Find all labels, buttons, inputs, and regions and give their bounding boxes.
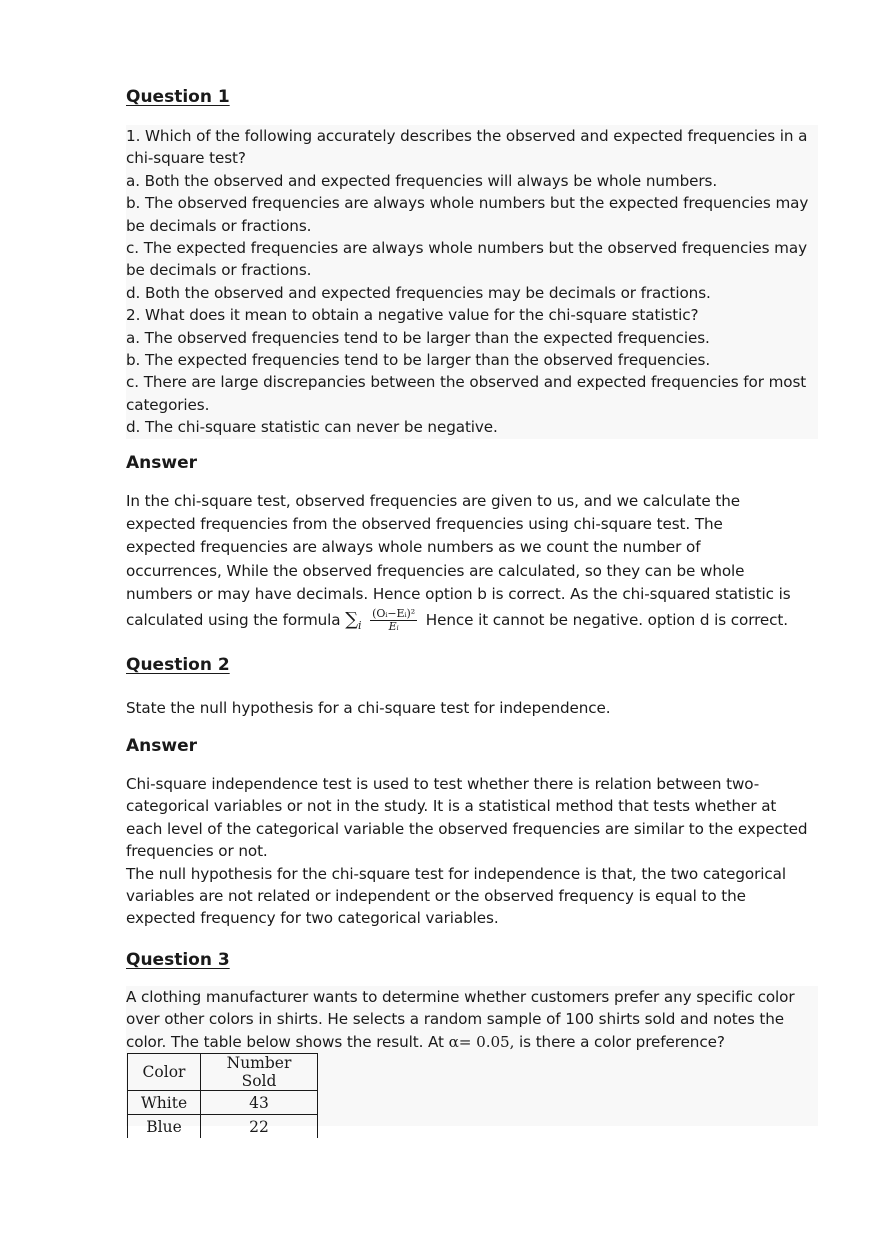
question-2-body [126, 697, 818, 719]
a1-line: occurrences, While the observed frequencies are calculated, so they can be whole [126, 561, 745, 580]
answer-1-heading [126, 453, 818, 473]
a2-line: expected frequency for two categorical variables. [126, 909, 499, 928]
q1-line: 2. What does it mean to obtain a negative value for the chi-square statistic? [126, 306, 699, 325]
q1-line: b. The expected frequencies tend to be larger than the observed frequencies. [126, 351, 711, 370]
table-cell: 43 [201, 1091, 318, 1115]
q1-line: be decimals or fractions. [126, 261, 312, 280]
table-header-row [128, 1054, 318, 1091]
q1-line: chi-square test? [126, 149, 246, 168]
sum-symbol: ∑ [345, 609, 358, 631]
fraction-numerator: (Oᵢ−Eᵢ)² [372, 607, 416, 621]
question-1-text [126, 125, 818, 439]
answer-1-body [126, 490, 818, 637]
table-row [128, 1091, 318, 1115]
answer-2-text [126, 773, 818, 930]
question-1-body [126, 125, 818, 439]
a1-line: expected frequencies from the observed frequencies using chi-square test. The [126, 515, 723, 534]
table-cell: 22 [201, 1115, 318, 1139]
chi-square-fraction [370, 608, 417, 633]
q1-line: d. The chi-square statistic can never be negative. [126, 418, 498, 437]
color-sales-table [127, 1053, 318, 1138]
formula-trail-text: Hence it cannot be negative. option d is correct. [425, 611, 788, 630]
answer-1-title: Answer [126, 453, 197, 473]
question-1-heading [126, 87, 818, 107]
formula-lead-text: calculated using the formula [126, 611, 341, 630]
q2-line: State the null hypothesis for a chi-square test for independence. [126, 699, 611, 717]
table-cell: White [128, 1091, 201, 1115]
question-1-title: Question 1 [126, 87, 230, 107]
question-2-text [126, 697, 818, 719]
alpha-value: α= 0.05, [448, 1032, 515, 1051]
answer-2-heading [126, 736, 818, 756]
a2-line: Chi-square independence test is used to test whether there is relation between two- [126, 775, 760, 793]
q3-line-alpha [126, 1031, 818, 1053]
q3-lead-text: color. The table below shows the result. At [126, 1032, 444, 1051]
question-2-heading [126, 655, 818, 675]
question-3-title: Question 3 [126, 950, 230, 970]
a1-line: expected frequencies are always whole numbers as we count the number of [126, 538, 701, 557]
q1-line: a. Both the observed and expected frequencies will always be whole numbers. [126, 171, 718, 190]
a1-line-formula [126, 608, 818, 637]
q1-line: a. The observed frequencies tend to be larger than the expected frequencies. [126, 328, 710, 347]
q3-line: A clothing manufacturer wants to determine whether customers prefer any specific color [126, 988, 795, 1006]
a2-line: variables are not related or independent or the observed frequency is equal to the [126, 887, 746, 906]
a2-line: categorical variables or not in the study. It is a statistical method that tests whether at [126, 797, 777, 816]
a1-line: In the chi-square test, observed frequencies are given to us, and we calculate the [126, 492, 740, 510]
q1-line: categories. [126, 395, 210, 414]
question-3-heading [126, 950, 818, 970]
question-3-text [126, 986, 818, 1053]
table-row [128, 1115, 318, 1139]
table-cell: Blue [128, 1115, 201, 1139]
q1-line: c. The expected frequencies are always whole numbers but the observed frequencies may [126, 239, 807, 258]
table-header-cell: Color [128, 1054, 201, 1091]
answer-1-text [126, 490, 818, 637]
question-2-title: Question 2 [126, 655, 230, 675]
q3-trail-text: is there a color preference? [519, 1032, 725, 1051]
a2-line: The null hypothesis for the chi-square test for independence is that, the two categorical [126, 864, 786, 883]
a2-line: each level of the categorical variable the observed frequencies are similar to the expected [126, 819, 808, 838]
fraction-denominator: Eᵢ [388, 620, 399, 634]
sum-index: i [358, 619, 362, 633]
q1-line: b. The observed frequencies are always whole numbers but the expected frequencies may [126, 194, 809, 213]
answer-2-body [126, 773, 818, 930]
q1-line: d. Both the observed and expected frequencies may be decimals or fractions. [126, 283, 711, 302]
table-header-cell: Number Sold [201, 1054, 318, 1091]
a1-line: numbers or may have decimals. Hence option b is correct. As the chi-squared statistic is [126, 584, 791, 603]
q1-line: c. There are large discrepancies between the observed and expected frequencies for most [126, 373, 807, 392]
q1-line: be decimals or fractions. [126, 216, 312, 235]
q1-line: 1. Which of the following accurately describes the observed and expected frequencies in a [126, 127, 808, 145]
a2-line: frequencies or not. [126, 842, 268, 861]
q3-line: over other colors in shirts. He selects a random sample of 100 shirts sold and notes the [126, 1010, 785, 1029]
answer-2-title: Answer [126, 736, 197, 756]
